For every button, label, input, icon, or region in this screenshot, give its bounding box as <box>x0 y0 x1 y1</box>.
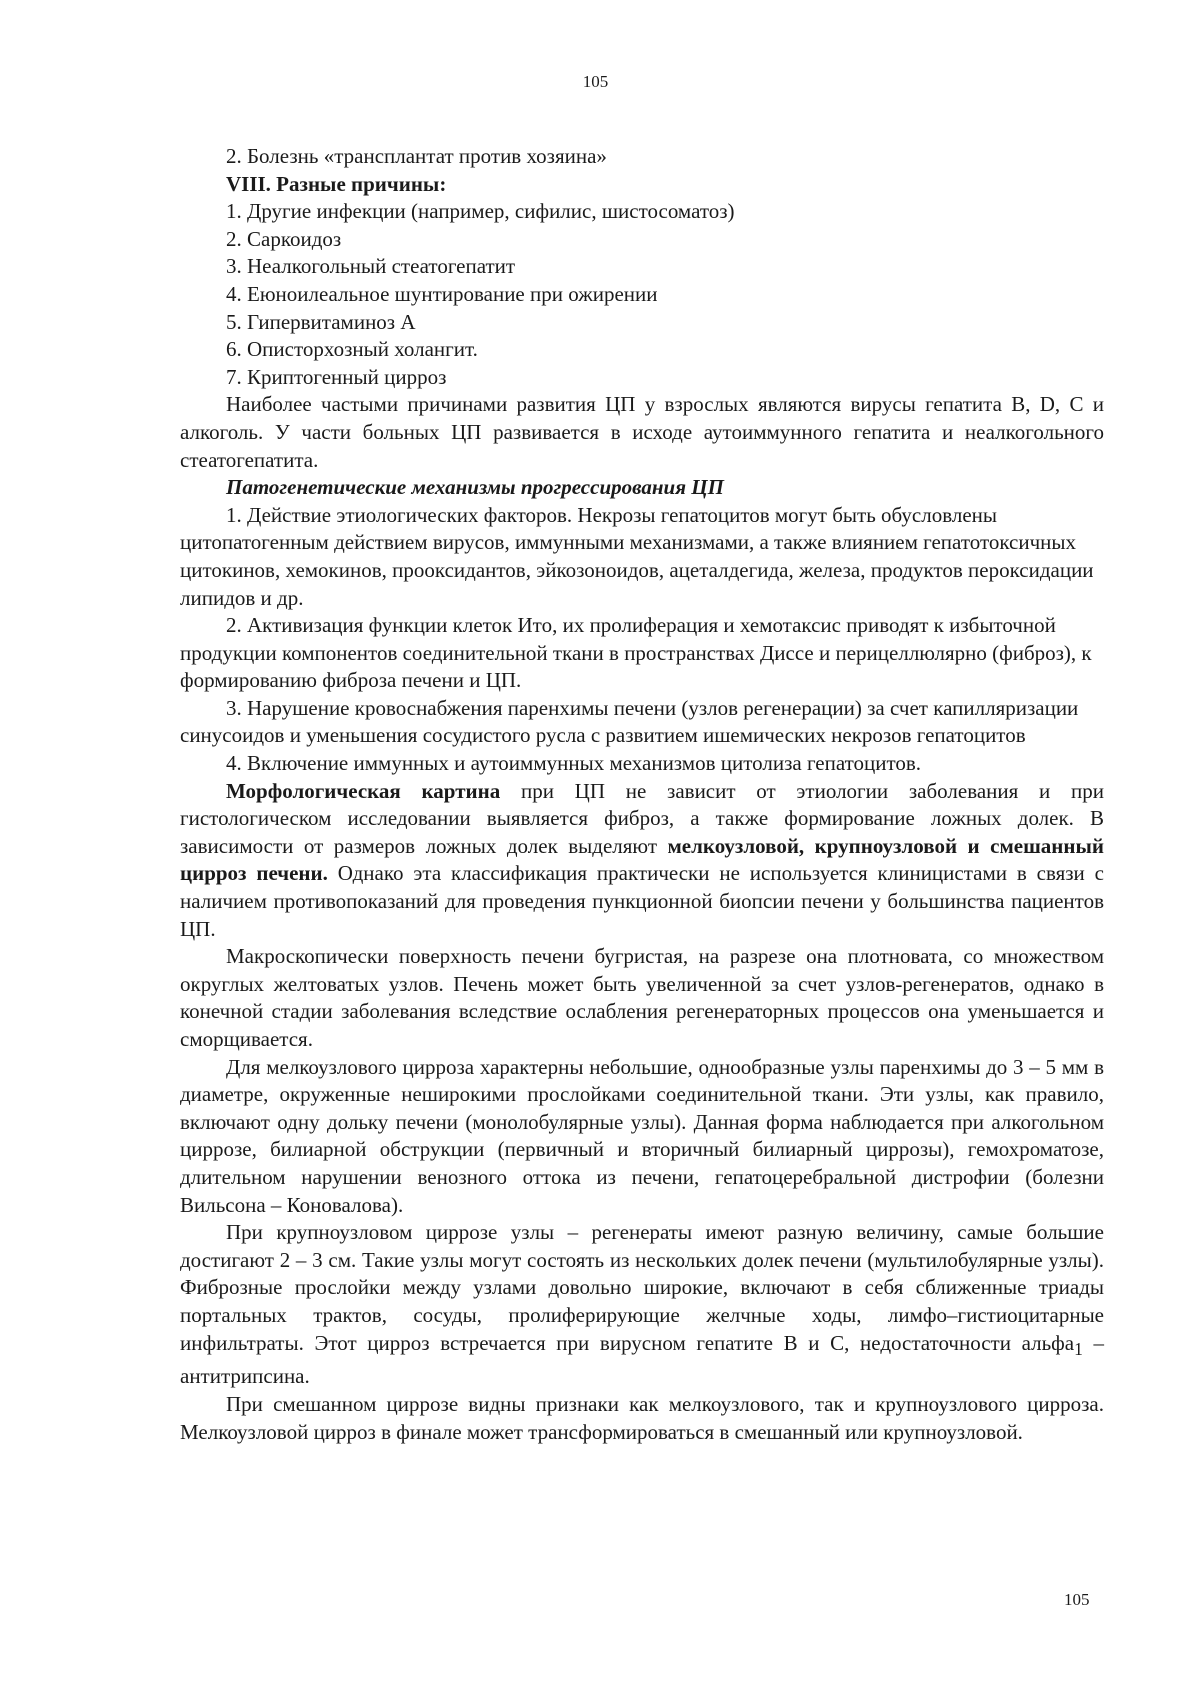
pathogenesis-item: 1. Действие этиологических факторов. Некрозы гепатоцитов могут быть обусловлены цитопатогенным действием вирусов, иммунными механизмами, а также влиянием гепатотоксичных цитокинов, хемокинов, прооксидантов, эйкозоноидов, ацеталдегида, железа, продуктов пероксидации липидов и др. <box>180 502 1094 610</box>
paragraph-mixed: При смешанном циррозе видны признаки как мелкоузлового, так и крупноузлового цирроза. Мелкоузловой цирроз в финале может трансформироваться в смешанный или крупноузловой. <box>180 1391 1104 1444</box>
paragraph-text: – антитрипсина. <box>180 1330 1105 1389</box>
paragraph-macroscopic: Макроскопически поверхность печени бугристая, на разрезе она плотновата, со множеством округлых желтоватых узлов. Печень может быть увеличенной за счет узлов-регенератов, однако в конечной стадии заболевания вследствие ослабления регенераторных процессов она уменьшается и сморщивается. <box>180 944 1104 1051</box>
list-item: 6. Описторхозный холангит. <box>226 337 478 362</box>
page-number-bottom: 105 <box>1064 1590 1090 1609</box>
bold-term: мелкоузловой, крупноузловой и смешанный цирроз печени. <box>180 833 1104 886</box>
pathogenesis-item: 2. Активизация функции клеток Ито, их пролиферация и хемотаксис приводят к избыточной продукции компонентов соединительной ткани в пространствах Диссе и перицеллюлярно (фиброз), к формированию фиброза печени и ЦП. <box>180 613 1092 693</box>
bold-term: Морфологическая картина <box>226 778 501 803</box>
subsection-heading: Патогенетические механизмы прогрессирования ЦП <box>226 475 724 500</box>
paragraph-morphology <box>180 778 1104 944</box>
subscript: 1 <box>1074 1338 1083 1359</box>
list-item: 1. Другие инфекции (например, сифилис, шистосоматоз) <box>226 199 735 224</box>
list-item: 4. Еюноилеальное шунтирование при ожирении <box>226 281 658 306</box>
pathogenesis-item: 4. Включение иммунных и аутоиммунных механизмов цитолиза гепатоцитов. <box>226 751 922 776</box>
paragraph-micronodular: Для мелкоузлового цирроза характерны небольшие, однообразные узлы паренхимы до 3 – 5 мм в диаметре, окруженные неширокими прослойками соединительной ткани. Эти узлы, как правило, включают одну дольку печени (монолобулярные узлы). Данная форма наблюдается при алкогольном циррозе, билиарной обструкции (первичный и вторичный билиарный циррозы), гемохроматозе, длительном нарушении венозного оттока из печени, гепатоцеребральной дистрофии (болезни Вильсона – Коновалова). <box>180 1054 1104 1217</box>
document-body <box>180 143 1104 1446</box>
paragraph-text: при ЦП не зависит от этиологии заболевания и при гистологическом исследовании выявляется фиброз, а также формирование ложных долек. В зависимости от размеров ложных долек выделяют <box>180 778 1104 858</box>
list-item: 7. Криптогенный цирроз <box>226 364 447 389</box>
list-item: 2. Саркоидоз <box>226 226 342 251</box>
list-item: 3. Неалкогольный стеатогепатит <box>226 254 516 279</box>
list-item: 2. Болезнь «трансплантат против хозяина» <box>226 144 607 168</box>
paragraph-text: Однако эта классификация практически не используется клиницистами в связи с наличием противопоказаний для проведения пункционной биопсии печени у большинства пациентов ЦП. <box>180 861 1104 941</box>
page-number-top: 105 <box>582 72 609 91</box>
paragraph-macronodular <box>180 1219 1104 1391</box>
paragraph-causes: Наиболее частыми причинами развития ЦП у взрослых являются вирусы гепатита В, D, С и алкоголь. У части больных ЦП развивается в исходе аутоиммунного гепатита и неалкогольного стеатогепатита. <box>180 392 1104 472</box>
paragraph-text: При крупноузловом циррозе узлы – регенераты имеют разную величину, самые большие достигают 2 – 3 см. Такие узлы могут состоять из нескольких долек печени (мультилобулярные узлы). Фиброзные прослойки между узлами довольно широкие, включают в себя сближенные триады портальных трактов, сосуды, пролиферирующие желчные ходы, лимфо–гистиоцитарные инфильтраты. Этот цирроз встречается при вирусном гепатите В и С, недостаточности альфа <box>180 1220 1104 1355</box>
list-item: 5. Гипервитаминоз А <box>226 309 416 334</box>
pathogenesis-item: 3. Нарушение кровоснабжения паренхимы печени (узлов регенерации) за счет капилляризации синусоидов и уменьшения сосудистого русла с развитием ишемических некрозов гепатоцитов <box>180 695 1079 748</box>
section-heading: VIII. Разные причины: <box>226 171 447 196</box>
